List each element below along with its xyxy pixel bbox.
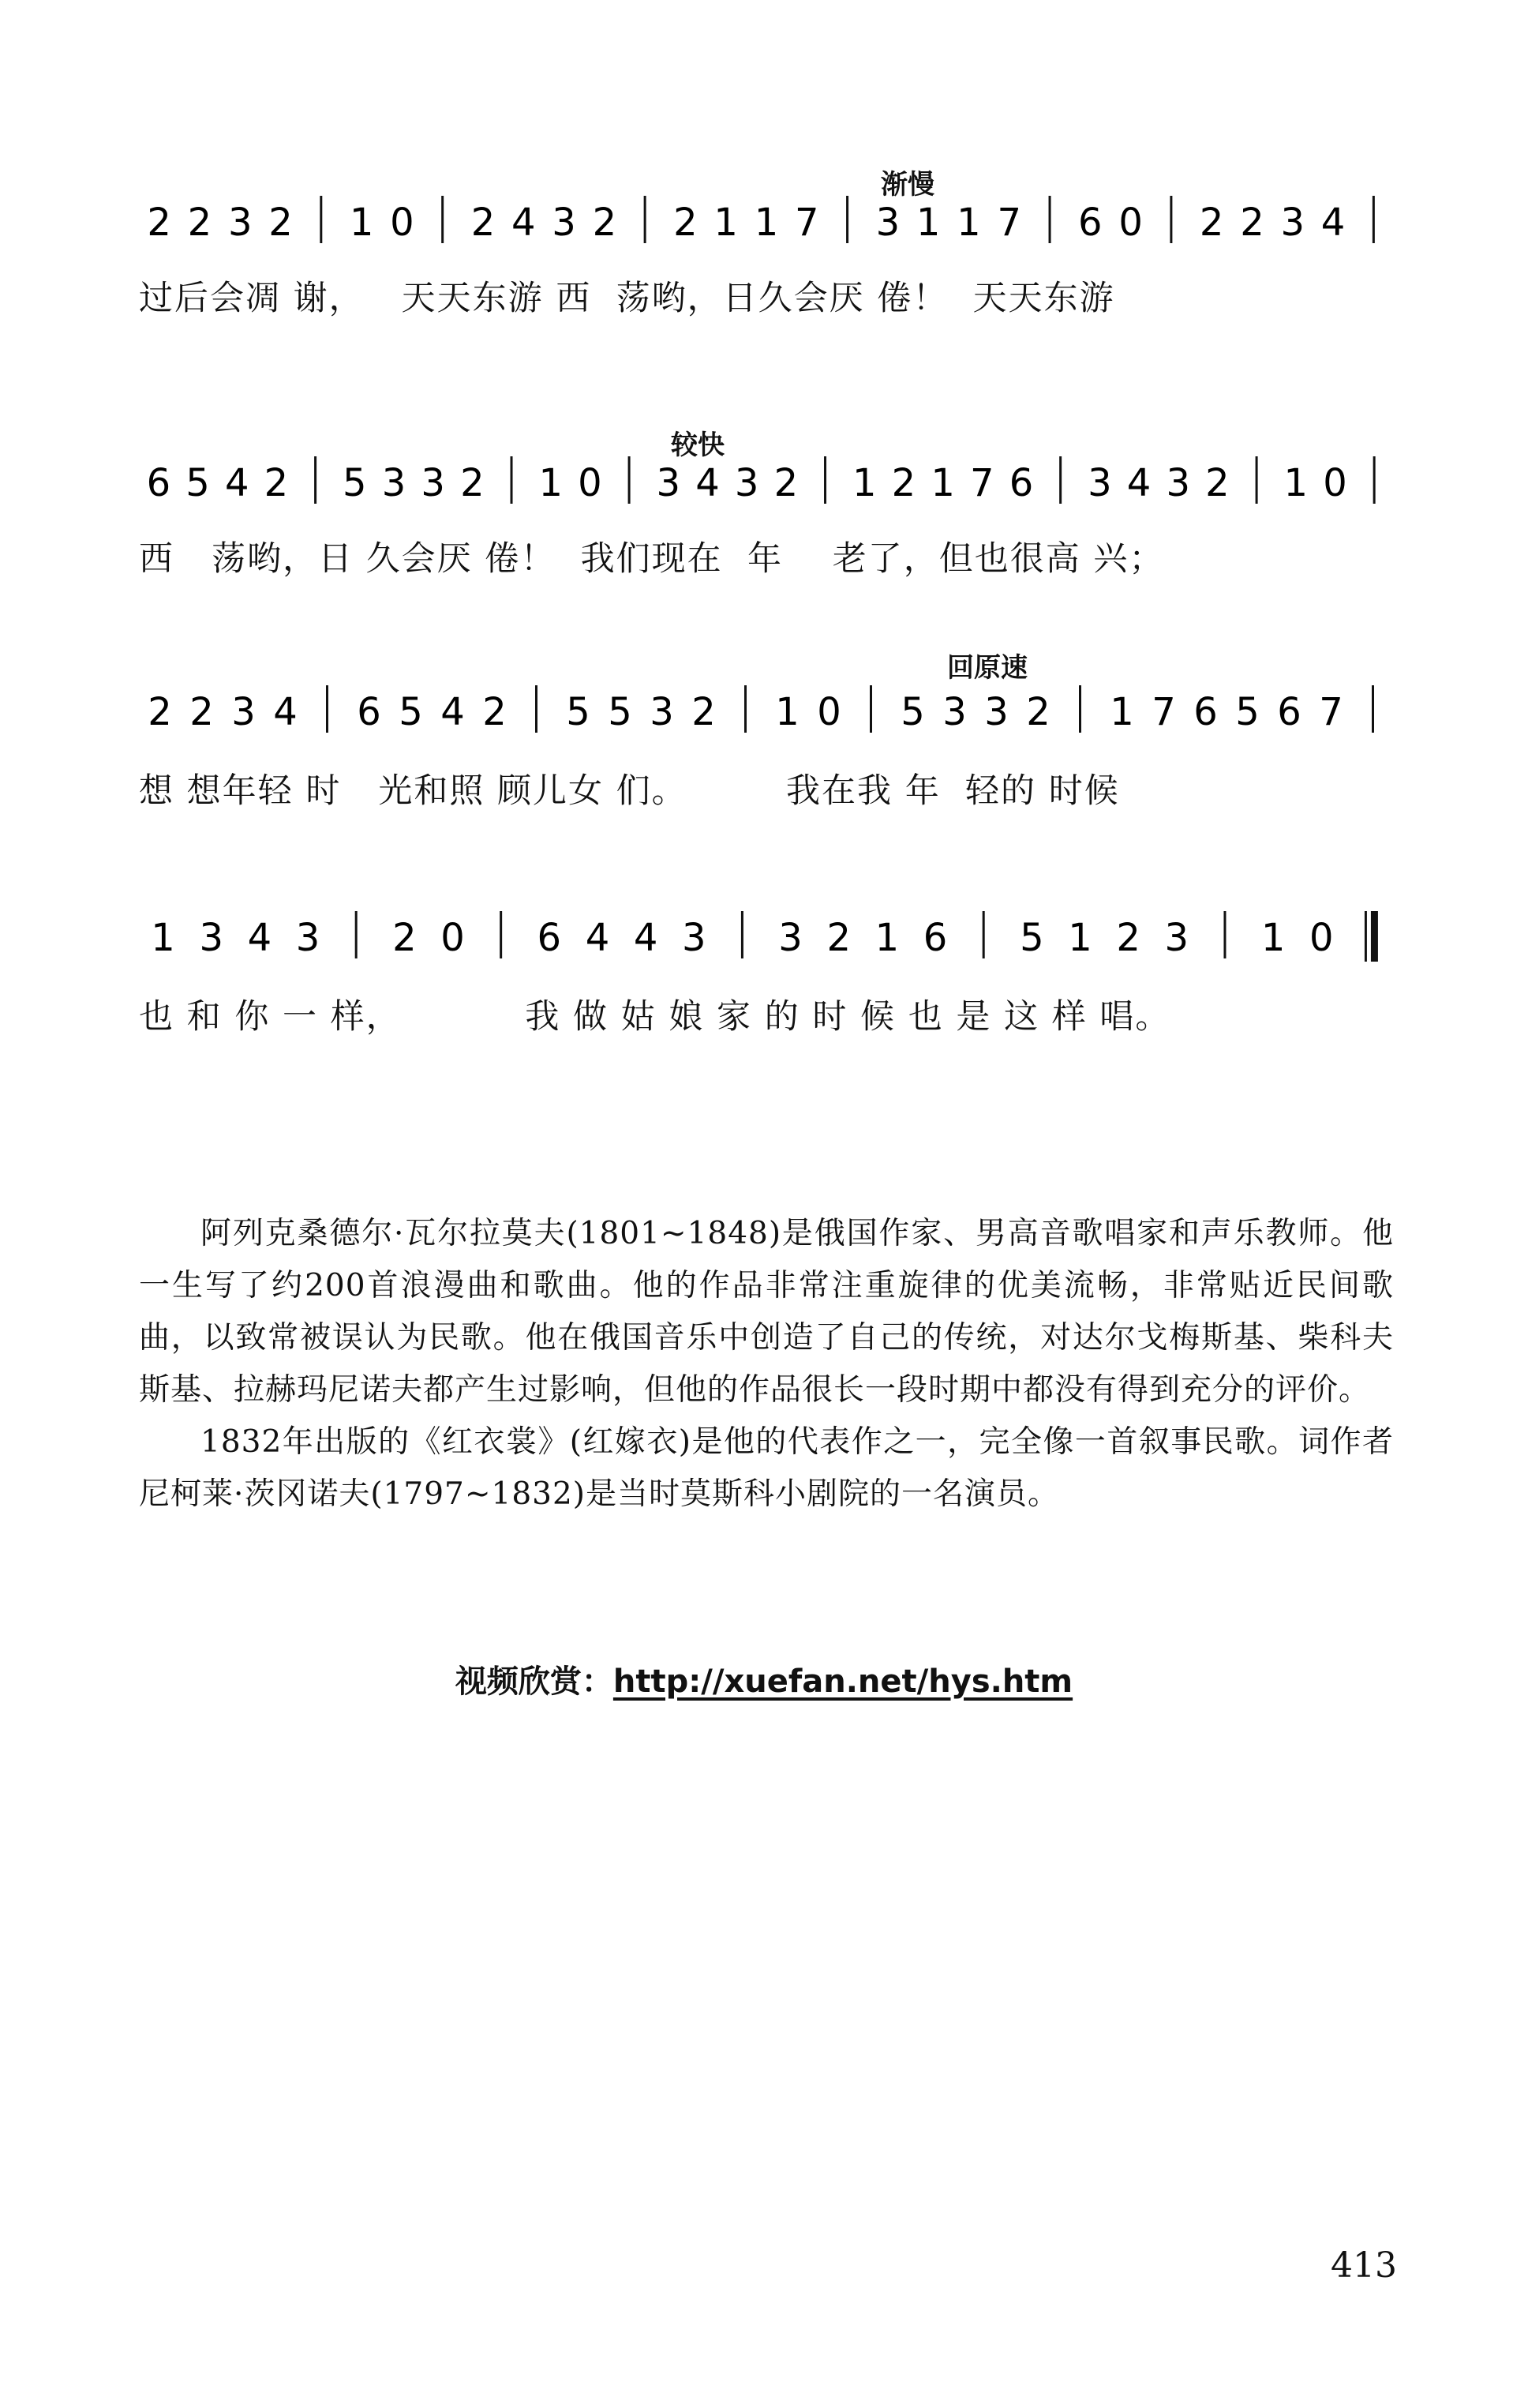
note: 6 [1078, 201, 1103, 245]
note: 5 [1020, 916, 1044, 960]
note: 0 [390, 201, 414, 245]
note: 3 [231, 690, 256, 734]
note: 3 [984, 690, 1009, 734]
note: 1 [713, 201, 738, 245]
note: 1 [916, 201, 941, 245]
note: 4 [1126, 461, 1152, 505]
note: 3 [656, 461, 681, 505]
note: 2 [592, 201, 617, 245]
note: 2 [891, 461, 916, 505]
note: 3 [1088, 461, 1112, 505]
note: 4 [1320, 201, 1346, 245]
note: 4 [511, 201, 536, 245]
note: 2 [189, 690, 214, 734]
note: 4 [247, 916, 272, 960]
notation-row-3 [139, 684, 1394, 745]
note: 2 [826, 916, 852, 960]
note: 1 [957, 201, 981, 245]
note: 1 [754, 201, 779, 245]
note: 7 [1152, 690, 1176, 734]
note: 3 [227, 201, 253, 245]
note: 1 [1283, 461, 1309, 505]
page-number: 413 [1331, 2245, 1397, 2286]
note: 2 [470, 201, 496, 245]
lyrics-row-2: 西 荡哟，日 久会厌 倦！ 我们现在 年 老了，但也很高 兴； [139, 539, 1165, 579]
note: 6 [1277, 690, 1301, 734]
note: 0 [817, 690, 841, 734]
commentary-paragraph-2: 1832年出版的《红衣裳》(红嫁衣)是他的代表作之一，完全像一首叙事民歌。词作者尼柯莱·茨冈诺夫(1797~1832)是当时莫斯科小剧院的一名演员。 [139, 1424, 1394, 1512]
note: 0 [1309, 916, 1334, 960]
note: 1 [775, 690, 800, 734]
notation-row-4 [139, 910, 1394, 971]
note: 5 [901, 690, 925, 734]
note: 6 [923, 916, 948, 960]
note: 3 [295, 916, 320, 960]
note: 7 [997, 201, 1022, 245]
note: 3 [381, 461, 406, 505]
commentary [139, 1208, 1394, 1521]
note: 0 [440, 916, 465, 960]
note: 1 [1068, 916, 1092, 960]
note: 2 [187, 201, 212, 245]
note: 2 [691, 690, 716, 734]
note: 0 [1323, 461, 1347, 505]
note: 2 [147, 201, 171, 245]
commentary-paragraph-1: 阿列克桑德尔·瓦尔拉莫夫(1801~1848)是俄国作家、男高音歌唱家和声乐教师。他一生写了约200首浪漫曲和歌曲。他的作品非常注重旋律的优美流畅，非常贴近民间歌曲，以致常被误认为民歌。他在俄国音乐中创造了自己的传统，对达尔戈梅斯基、柴科夫斯基、拉赫玛尼诺夫都产生过影响，但他的作品很长一段时期中都没有得到充分的评价。 [139, 1216, 1394, 1408]
note: 2 [1026, 690, 1050, 734]
tempo-mark-a-tempo: 回原速 [947, 652, 1028, 684]
note: 3 [650, 690, 674, 734]
note: 4 [273, 690, 298, 734]
note: 1 [538, 461, 563, 505]
lyrics-row-1: 过后会凋 谢， 天天东游 西 荡哟，日久会厌 倦！ 天天东游 [139, 279, 1115, 318]
note: 2 [268, 201, 293, 245]
note: 1 [931, 461, 955, 505]
note: 1 [874, 916, 900, 960]
tempo-mark-faster: 较快 [671, 429, 725, 461]
note: 3 [199, 916, 224, 960]
note: 3 [942, 690, 967, 734]
video-url-link[interactable]: http://xuefan.net/hys.htm [612, 1663, 1073, 1700]
note: 2 [148, 690, 172, 734]
note: 4 [695, 461, 720, 505]
note: 6 [537, 916, 562, 960]
note: 3 [1280, 201, 1305, 245]
note: 7 [1319, 690, 1343, 734]
note: 2 [482, 690, 507, 734]
note: 3 [681, 916, 706, 960]
note: 5 [185, 461, 210, 505]
note: 1 [151, 916, 175, 960]
note: 3 [1166, 461, 1190, 505]
note: 2 [1199, 201, 1224, 245]
note: 2 [264, 461, 289, 505]
notation-row-2 [139, 455, 1394, 516]
video-label: 视频欣赏： [455, 1663, 613, 1700]
note: 4 [585, 916, 610, 960]
note: 1 [1110, 690, 1134, 734]
lyrics-row-4: 也 和 你 一 样， 我 做 姑 娘 家 的 时 候 也 是 这 样 唱。 [139, 997, 1171, 1037]
note: 6 [1193, 690, 1218, 734]
note: 1 [852, 461, 877, 505]
note: 3 [778, 916, 803, 960]
note: 3 [421, 461, 445, 505]
note: 5 [1235, 690, 1260, 734]
note: 2 [1205, 461, 1230, 505]
note: 0 [578, 461, 602, 505]
note: 2 [392, 916, 417, 960]
note: 7 [795, 201, 819, 245]
note: 3 [552, 201, 576, 245]
note: 6 [1009, 461, 1034, 505]
note: 2 [1240, 201, 1264, 245]
note: 6 [357, 690, 381, 734]
note: 5 [343, 461, 367, 505]
note: 7 [970, 461, 994, 505]
note: 4 [633, 916, 658, 960]
note: 2 [673, 201, 698, 245]
note: 2 [1116, 916, 1140, 960]
note: 5 [399, 690, 423, 734]
note: 2 [773, 461, 799, 505]
lyrics-row-3: 想 想年轻 时 光和照 顾儿女 们。 我在我 年 轻的 时候 [139, 771, 1120, 811]
note: 5 [608, 690, 632, 734]
note: 0 [1118, 201, 1143, 245]
note: 5 [566, 690, 590, 734]
note: 3 [734, 461, 759, 505]
note: 6 [146, 461, 171, 505]
note: 4 [224, 461, 249, 505]
note: 3 [875, 201, 901, 245]
tempo-mark-ritardando: 渐慢 [881, 169, 934, 201]
note: 1 [349, 201, 374, 245]
note: 2 [460, 461, 485, 505]
note: 1 [1260, 916, 1286, 960]
video-link-line [0, 1656, 1528, 1701]
note: 4 [440, 690, 465, 734]
note: 3 [1164, 916, 1189, 960]
notation-row-1 [139, 194, 1394, 256]
